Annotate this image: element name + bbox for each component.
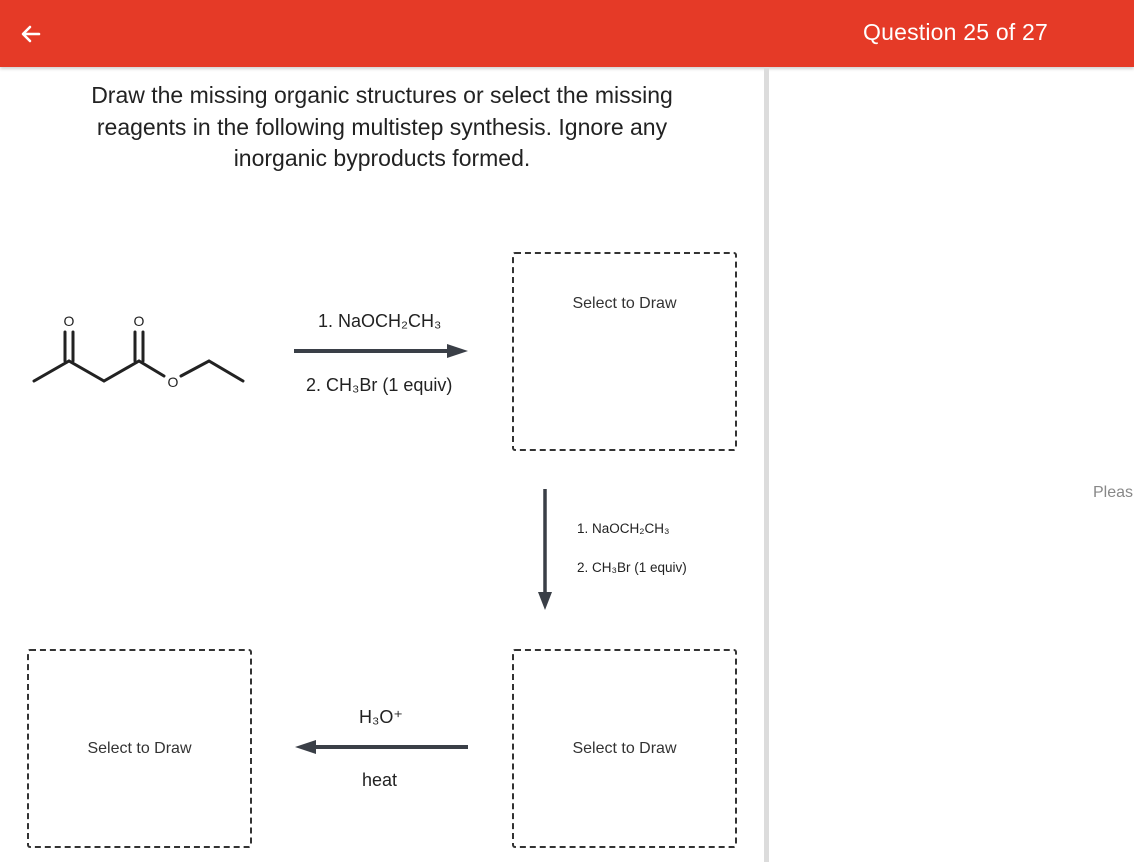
draw-box-intermediate-2[interactable] xyxy=(512,649,737,848)
back-button[interactable] xyxy=(14,17,48,51)
step2-reagent-1[interactable]: 1. NaOCH₂CH₃ xyxy=(577,521,670,536)
step2-reagent-2[interactable]: 2. CH₃Br (1 equiv) xyxy=(577,560,687,575)
step3-reagent-1[interactable]: H₃O⁺ xyxy=(359,707,403,727)
atom-label-oxygen: O xyxy=(63,313,75,329)
question-counter: Question 25 of 27 xyxy=(863,19,1048,45)
header-bar xyxy=(0,0,1134,67)
arrow-left-icon xyxy=(19,22,43,46)
select-to-draw-label: Select to Draw xyxy=(572,294,677,312)
reaction-arrow-down xyxy=(535,488,555,612)
atom-label-oxygen: O xyxy=(133,313,145,329)
step3-reagent-2[interactable]: heat xyxy=(362,770,398,790)
reaction-arrow-right xyxy=(293,342,471,360)
question-instructions: Draw the missing organic structures or select the missing reagents in the following multistep synthesis. Ignore any inorganic byproducts formed. xyxy=(91,82,673,171)
panel-divider xyxy=(764,67,769,862)
select-to-draw-label: Select to Draw xyxy=(87,739,192,757)
draw-box-intermediate-1[interactable] xyxy=(512,252,737,451)
select-to-draw-label: Select to Draw xyxy=(572,739,677,757)
draw-box-final-product[interactable] xyxy=(27,649,252,848)
atom-label-oxygen: O xyxy=(167,374,179,390)
reaction-arrow-left xyxy=(292,738,470,756)
answer-panel-text: Pleas xyxy=(1093,484,1134,501)
starting-material-structure xyxy=(20,300,260,400)
step1-reagent-2[interactable]: 2. CH₃Br (1 equiv) xyxy=(306,375,453,395)
step1-reagent-1[interactable]: 1. NaOCH₂CH₃ xyxy=(318,311,442,331)
